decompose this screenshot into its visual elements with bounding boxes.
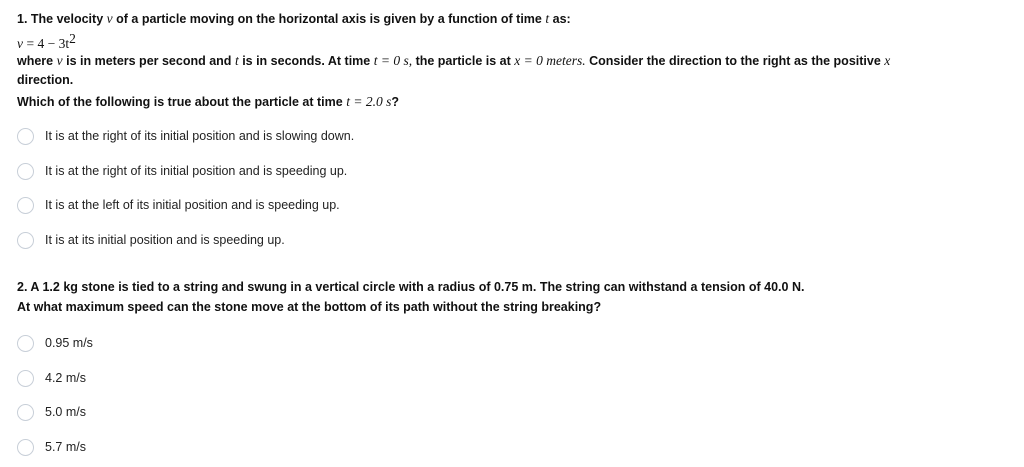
option-label: 5.7 m/s [45, 440, 86, 454]
q1-where-text-5: Consider the direction to the right as the positive [589, 54, 881, 68]
q1-prompt-text: 1. The velocity [17, 12, 104, 26]
option-label: 0.95 m/s [45, 336, 93, 350]
q1-prompt-text-3: as: [552, 12, 571, 26]
q1-where-text-2: is in meters per second and [66, 54, 232, 68]
q1-which-line [17, 94, 399, 110]
q1-where-text-3: is in seconds. At time [242, 54, 371, 68]
option-label: 4.2 m/s [45, 371, 86, 385]
q1-which-qmark: ? [391, 95, 399, 109]
option-label: It is at the left of its initial position and is speeding up. [45, 198, 340, 212]
q2-prompt-line2: At what maximum speed can the stone move at the bottom of its path without the string breaking? [17, 300, 602, 314]
q1-option-d[interactable] [17, 230, 285, 250]
q1-formula-rhs: = 4 − 3t [26, 36, 70, 51]
q1-formula-lhs: v [17, 36, 23, 51]
q1-where-text: where [17, 54, 54, 68]
q1-where-line [17, 53, 890, 69]
q1-option-b[interactable] [17, 161, 347, 181]
option-label: 5.0 m/s [45, 405, 86, 419]
radio-button[interactable] [17, 335, 34, 352]
radio-button[interactable] [17, 439, 34, 456]
q1-where-direction: direction. [17, 73, 74, 87]
q1-option-c[interactable] [17, 195, 340, 215]
q1-prompt-line1 [17, 11, 571, 27]
q1-where-text-4: the particle is at [415, 54, 511, 68]
q1-where-x0: x = 0 meters. [514, 53, 586, 68]
q1-prompt-text-2: of a particle moving on the horizontal axis is given by a function of time [116, 12, 542, 26]
q1-which-time: t = 2.0 s [346, 94, 392, 109]
option-label: It is at its initial position and is speeding up. [45, 233, 285, 247]
option-label: It is at the right of its initial position and is speeding up. [45, 164, 348, 178]
q1-which-text: Which of the following is true about the particle at time [17, 95, 343, 109]
q1-formula-exponent: 2 [69, 31, 76, 46]
option-label: It is at the right of its initial position and is slowing down. [45, 129, 355, 143]
q2-option-d[interactable] [17, 437, 86, 457]
q1-option-a[interactable] [17, 126, 354, 146]
q1-var-t: t [545, 11, 550, 26]
q1-var-v: v [106, 11, 113, 26]
q2-prompt-line1: 2. A 1.2 kg stone is tied to a string and swung in a vertical circle with a radius of 0.75 m. The string can withstand a tension of 40.0 N. [17, 280, 805, 294]
radio-button[interactable] [17, 163, 34, 180]
q2-option-b[interactable] [17, 368, 86, 388]
q1-where-var-x: x [884, 53, 891, 68]
radio-button[interactable] [17, 370, 34, 387]
q1-where-var-v: v [56, 53, 63, 68]
radio-button[interactable] [17, 128, 34, 145]
radio-button[interactable] [17, 197, 34, 214]
q2-option-a[interactable] [17, 333, 93, 353]
q1-where-t0: t = 0 s, [373, 53, 413, 68]
q1-formula [17, 31, 76, 52]
radio-button[interactable] [17, 404, 34, 421]
radio-button[interactable] [17, 232, 34, 249]
q1-where-var-t: t [234, 53, 239, 68]
q2-option-c[interactable] [17, 402, 86, 422]
